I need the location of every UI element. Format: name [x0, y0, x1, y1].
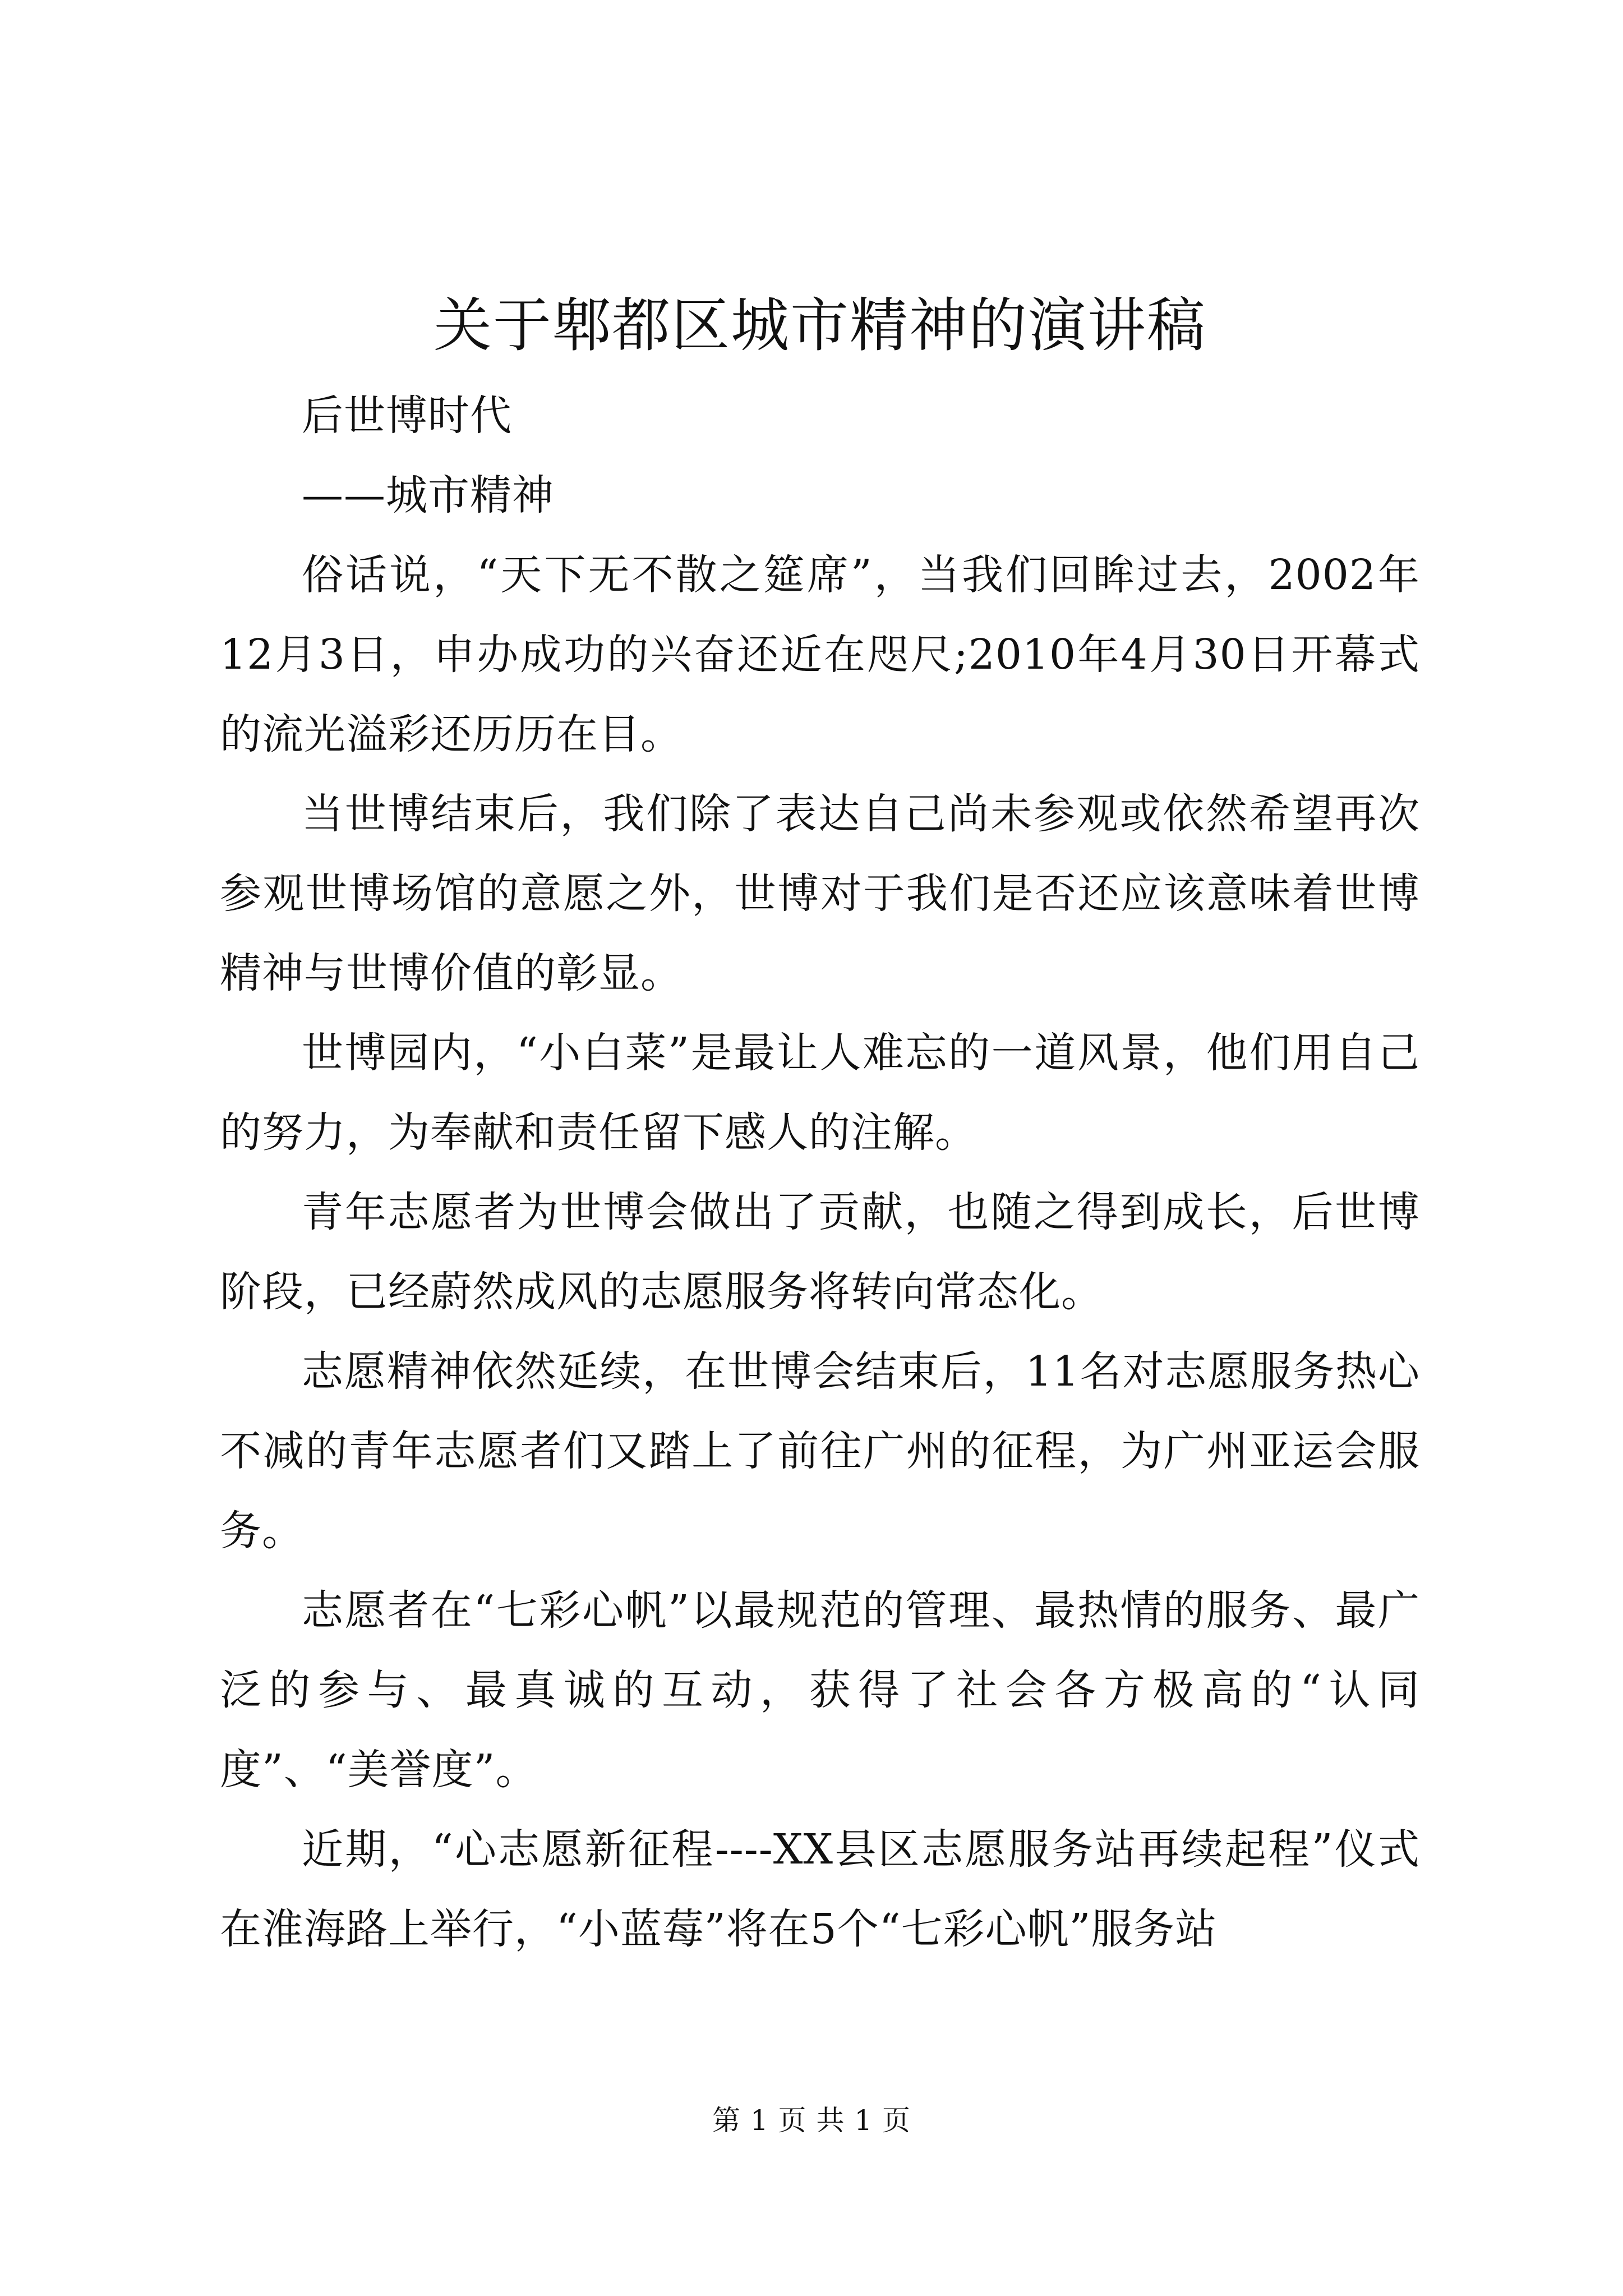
paragraph: 当世博结束后，我们除了表达自己尚未参观或依然希望再次参观世博场馆的意愿之外，世博对于我们是否还应该意味着世博精神与世博价值的彰显。 — [220, 790, 1420, 997]
paragraph: 青年志愿者为世博会做出了贡献，也随之得到成长，后世博阶段，已经蔚然成风的志愿服务将转向常态化。 — [220, 1188, 1420, 1316]
paragraph: 志愿精神依然延续，在世博会结束后，11名对志愿服务热心不减的青年志愿者们又踏上了前往广州的征程，为广州亚运会服务。 — [220, 1347, 1420, 1555]
page-number-footer: 第 1 页 共 1 页 — [712, 2104, 911, 2137]
paragraph: 俗话说，“天下无不散之筵席”，当我们回眸过去，2002年12月3日，申办成功的兴奋还近在咫尺;2010年4月30日开幕式的流光溢彩还历历在目。 — [220, 551, 1420, 758]
paragraph: 近期，“心志愿新征程----XX县区志愿服务站再续起程”仪式在淮海路上举行，“小蓝莓”将在5个“七彩心帆”服务站 — [220, 1825, 1420, 1953]
paragraph: 后世博时代 — [302, 392, 512, 440]
paragraph: 世博园内，“小白菜”是最让人难忘的一道风景，他们用自己的努力，为奉献和责任留下感人的注解。 — [220, 1029, 1420, 1157]
document-body — [220, 275, 1420, 1969]
paragraph: 志愿者在“七彩心帆”以最规范的管理、最热情的服务、最广泛的参与、最真诚的互动，获得了社会各方极高的“认同度”、“美誉度”。 — [220, 1586, 1420, 1794]
document-title: 关于郫都区城市精神的演讲稿 — [433, 291, 1206, 360]
paragraph: ——城市精神 — [302, 471, 554, 519]
